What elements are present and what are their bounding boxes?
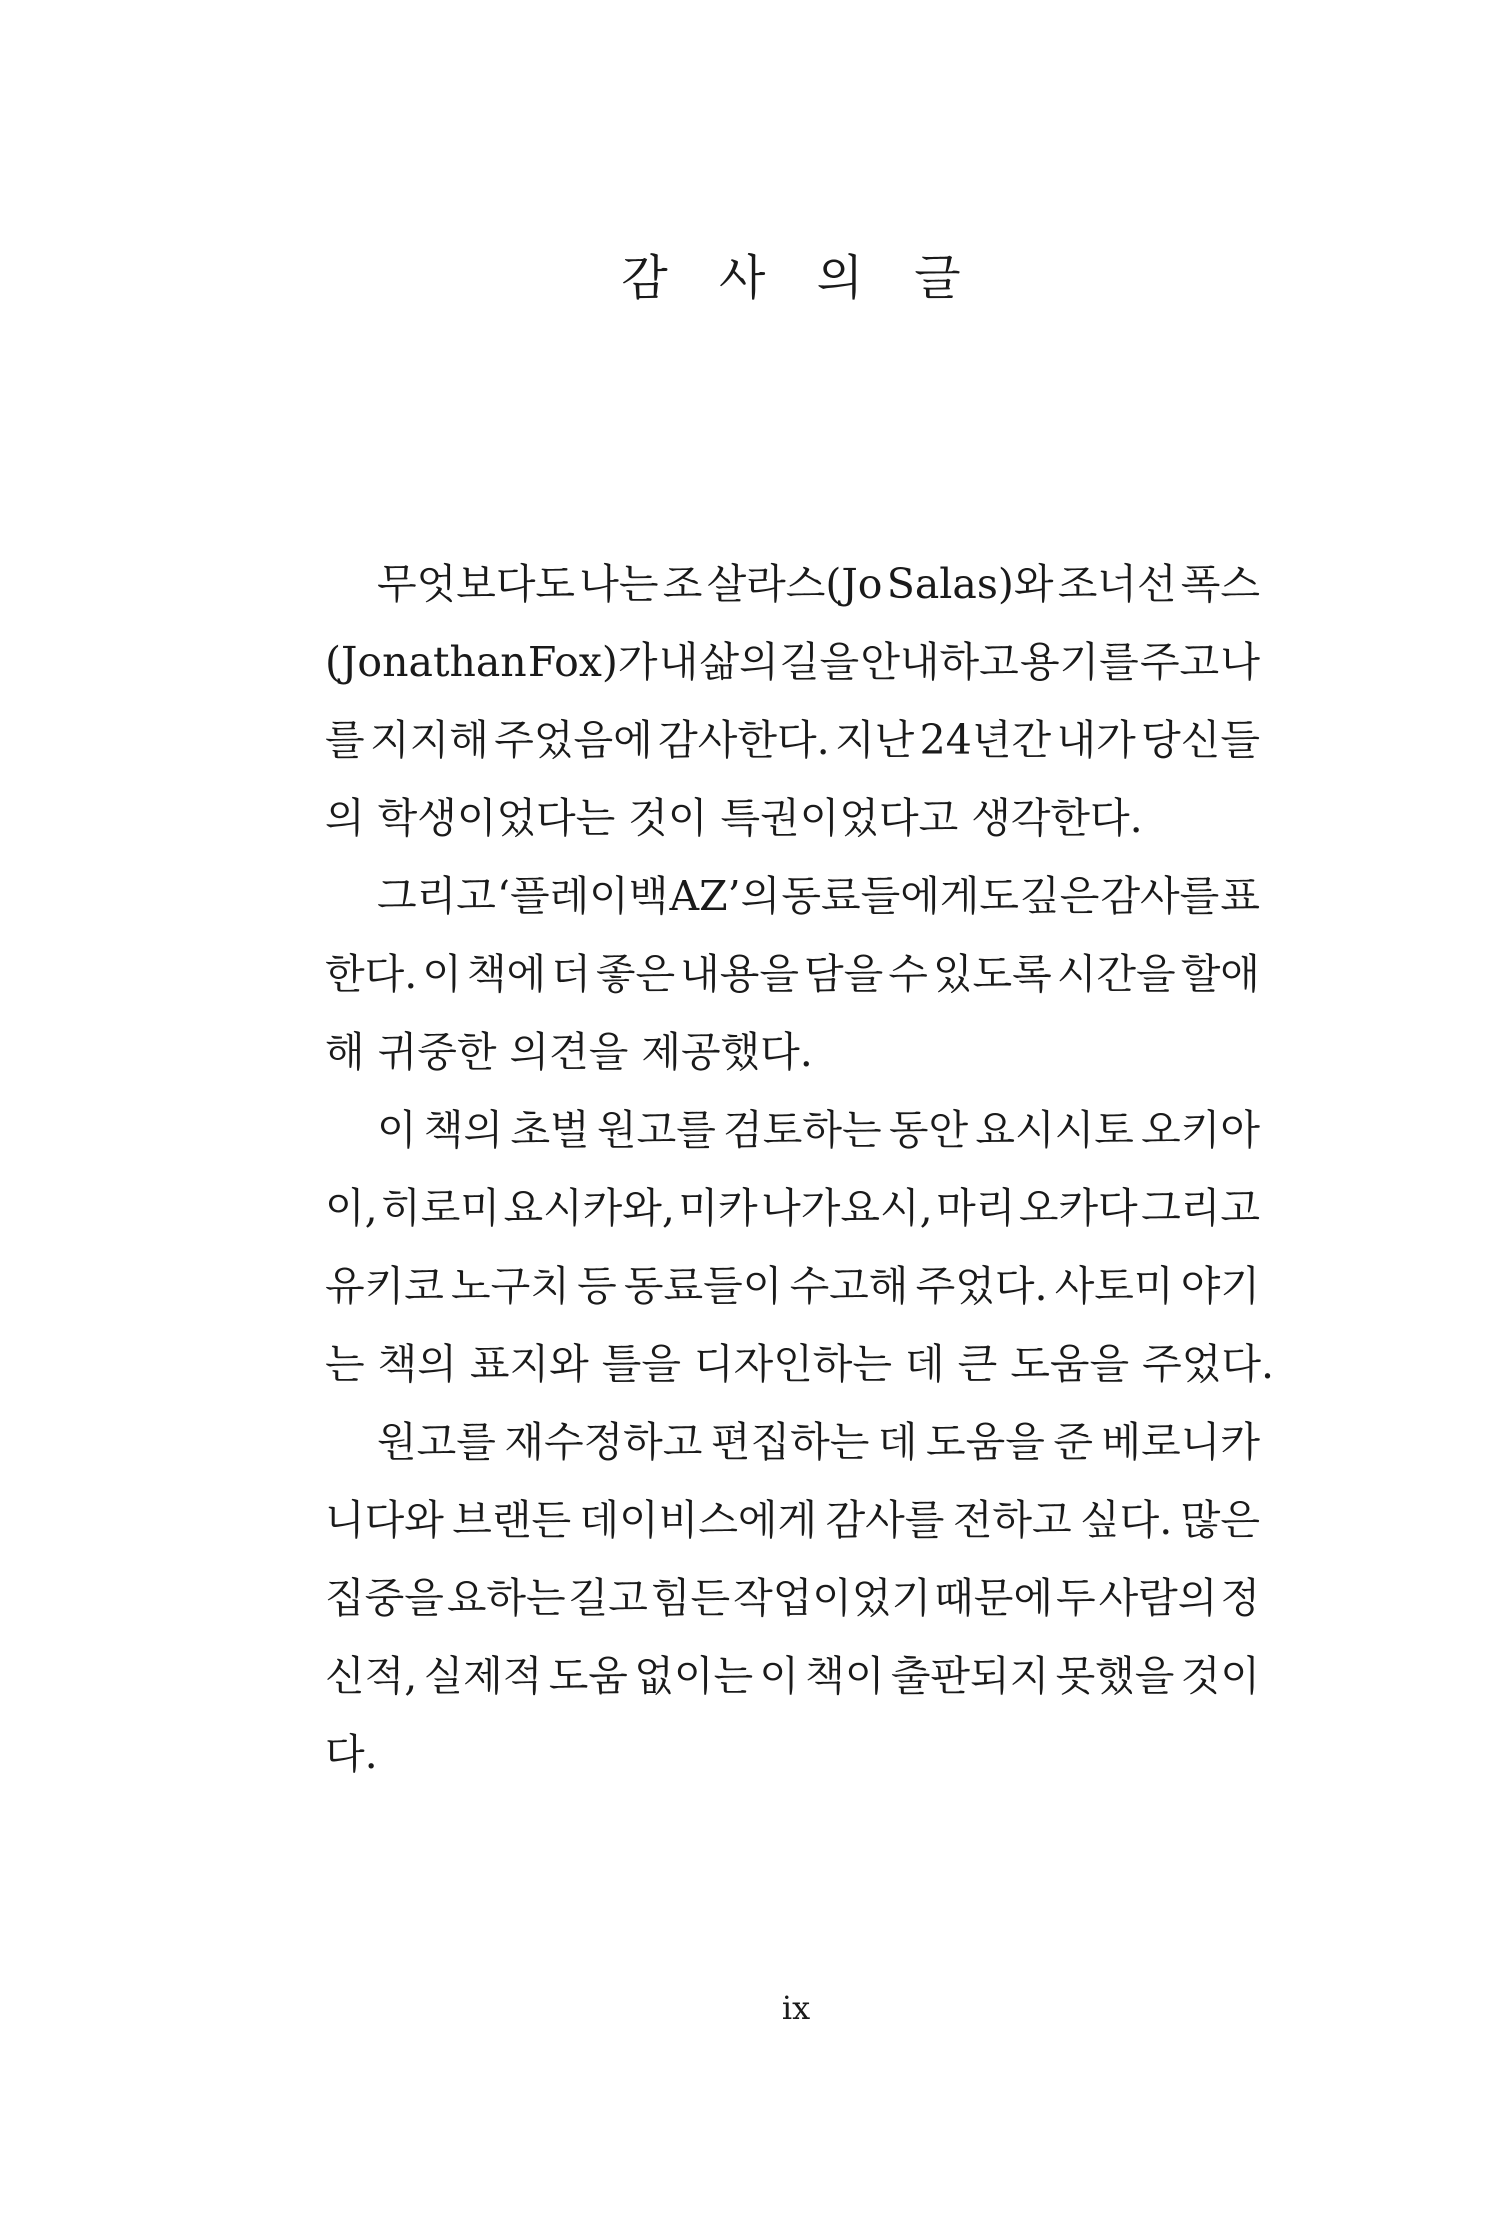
paragraph-1-line-3: 를 지지해 주었음에 감사한다. 지난 24년간 내가 당신들 xyxy=(325,716,1260,764)
paragraph-4-line-4: 신적, 실제적 도움 없이는 이 책이 출판되지 못했을 것이 xyxy=(325,1652,1260,1700)
paragraph-2-line-2: 한다. 이 책에 더 좋은 내용을 담을 수 있도록 시간을 할애 xyxy=(325,950,1260,998)
page-title: 감 사 의 글 xyxy=(621,250,979,306)
paragraph-2-line-3: 해 귀중한 의견을 제공했다. xyxy=(325,1028,813,1076)
paragraph-2-line-1: 그리고 ‘플레이백 AZ’의 동료들에게도 깊은 감사를 표 xyxy=(377,872,1260,920)
paragraph-3-line-3: 유키코 노구치 등 동료들이 수고해 주었다. 사토미 야기 xyxy=(325,1262,1260,1310)
acknowledgements-body xyxy=(325,545,1275,1793)
paragraph-4-line-2: 니다와 브랜든 데이비스에게 감사를 전하고 싶다. 많은 xyxy=(325,1496,1260,1544)
paragraph-3-line-1: 이 책의 초벌 원고를 검토하는 동안 요시시토 오키아 xyxy=(377,1106,1260,1154)
paragraph-4-line-1: 원고를 재수정하고 편집하는 데 도움을 준 베로니카 xyxy=(377,1418,1260,1466)
page-number: ix xyxy=(781,1989,811,2027)
paragraph-1-line-4: 의 학생이었다는 것이 특권이었다고 생각한다. xyxy=(325,794,1143,842)
paragraph-3-line-4: 는 책의 표지와 틀을 디자인하는 데 큰 도움을 주었다. xyxy=(325,1340,1275,1388)
paragraph-1-line-2: (Jonathan Fox)가 내 삶의 길을 안내하고 용기를 주고 나 xyxy=(325,638,1260,686)
paragraph-4-line-5: 다. xyxy=(325,1730,378,1778)
paragraph-4-line-3: 집중을 요하는 길고 힘든 작업이었기 때문에 두 사람의 정 xyxy=(325,1574,1260,1622)
paragraph-3-line-2: 이, 히로미 요시카와, 미카 나가요시, 마리 오카다 그리고 xyxy=(325,1184,1260,1232)
paragraph-1-line-1: 무엇보다도 나는 조 살라스(Jo Salas)와 조너선 폭스 xyxy=(377,560,1260,608)
